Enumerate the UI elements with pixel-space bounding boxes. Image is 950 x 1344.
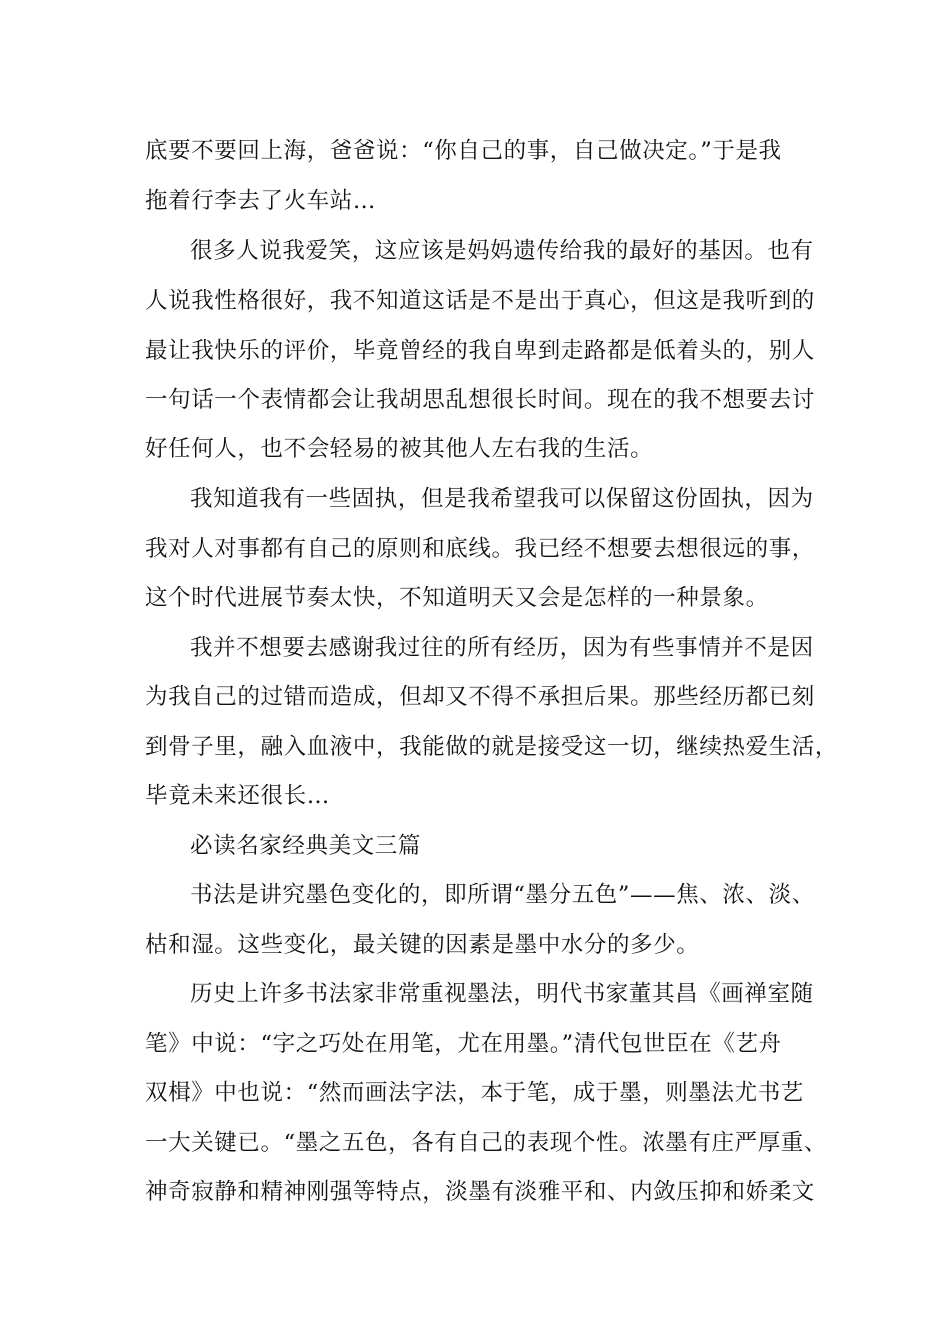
text-line: 枯和湿。这些变化，最关键的因素是墨中水分的多少。 xyxy=(145,932,700,958)
text-line: 双楫》中也说：“然而画法字法，本于笔，成于墨，则墨法尤书艺 xyxy=(145,1080,804,1106)
text-line: 最让我快乐的评价，毕竟曾经的我自卑到走路都是低着头的，别人 xyxy=(145,338,815,364)
text-line: 神奇寂静和精神刚强等特点，淡墨有淡雅平和、内敛压抑和娇柔文 xyxy=(145,1179,815,1205)
text-line: 一大关键已。“墨之五色，各有自己的表现个性。浓墨有庄严厚重、 xyxy=(145,1130,828,1156)
paragraph-first-line: 历史上许多书法家非常重视墨法，明代书家董其昌《画禅室随 xyxy=(190,981,814,1007)
paragraph-first-line: 很多人说我爱笑，这应该是妈妈遗传给我的最好的基因。也有 xyxy=(190,238,814,264)
paragraph-first-line: 书法是讲究墨色变化的，即所谓“墨分五色”——焦、浓、淡、 xyxy=(190,882,815,908)
text-line: 毕竟未来还很长… xyxy=(145,783,330,809)
text-line: 人说我性格很好，我不知道这话是不是出于真心，但这是我听到的 xyxy=(145,288,815,314)
text-line: 这个时代进展节奏太快，不知道明天又会是怎样的一种景象。 xyxy=(145,585,769,611)
text-line: 好任何人，也不会轻易的被其他人左右我的生活。 xyxy=(145,436,654,462)
text-line: 一句话一个表情都会让我胡思乱想很长时间。现在的我不想要去讨 xyxy=(145,387,815,413)
section-title: 必读名家经典美文三篇 xyxy=(190,833,422,859)
text-line: 拖着行李去了火车站… xyxy=(145,188,377,214)
text-line: 到骨子里，融入血液中，我能做的就是接受这一切，继续热爱生活， xyxy=(145,734,839,760)
paragraph-first-line: 我并不想要去感谢我过往的所有经历，因为有些事情并不是因 xyxy=(190,635,814,661)
text-line: 为我自己的过错而造成，但却又不得不承担后果。那些经历都已刻 xyxy=(145,684,815,710)
text-line: 底要不要回上海，爸爸说：“你自己的事，自己做决定。”于是我 xyxy=(145,138,782,164)
text-line: 笔》中说：“字之巧处在用笔，尤在用墨。”清代包世臣在《艺舟 xyxy=(145,1031,782,1057)
text-line: 我对人对事都有自己的原则和底线。我已经不想要去想很远的事， xyxy=(145,536,815,562)
paragraph-first-line: 我知道我有一些固执，但是我希望我可以保留这份固执，因为 xyxy=(190,486,814,512)
